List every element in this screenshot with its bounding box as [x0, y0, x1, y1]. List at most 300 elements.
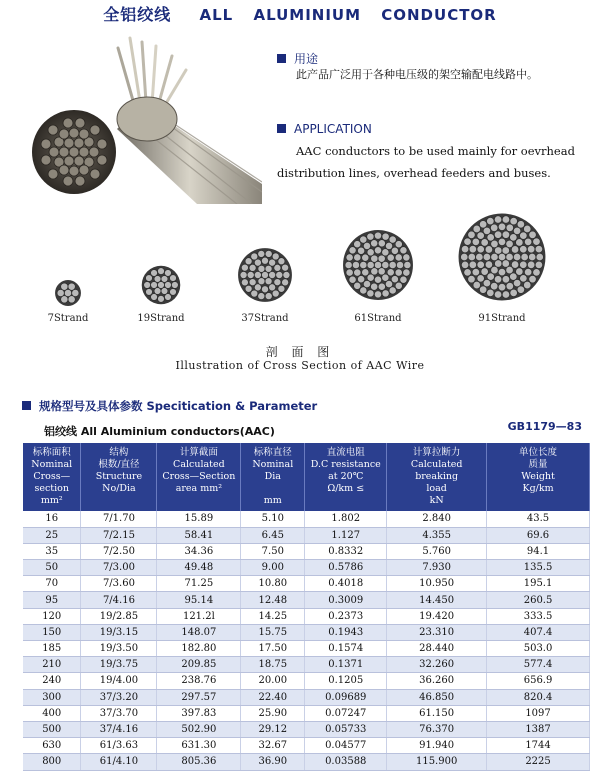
strand-diagram-19 — [142, 266, 181, 305]
strand-wire — [395, 241, 402, 248]
table-cell: 28.440 — [387, 641, 487, 657]
column-header: 直流电阻 D.C resistance at 20℃ Ω/km ≤ — [305, 443, 387, 511]
table-cell: 2.840 — [387, 511, 487, 527]
strand-wire — [144, 282, 151, 289]
table-cell: 7.50 — [241, 543, 305, 559]
table-cell: 148.07 — [157, 624, 241, 640]
strand-wire — [362, 269, 369, 276]
strand-wire — [363, 242, 370, 249]
strand-wire — [495, 260, 502, 267]
strand-wire — [254, 259, 261, 266]
strand-wire — [258, 265, 265, 272]
strand-wire — [472, 268, 479, 275]
strand-wire — [374, 232, 381, 239]
strand-wire — [278, 258, 285, 265]
strand-wire — [389, 261, 396, 268]
table-row — [23, 576, 590, 592]
table-cell: 120 — [23, 608, 81, 624]
strand-wire — [513, 253, 520, 260]
strand-wire — [265, 278, 272, 285]
strand-wire — [269, 272, 276, 279]
table-cell: 10.950 — [387, 576, 487, 592]
strand-wire — [247, 272, 254, 279]
strand-wire — [170, 275, 177, 282]
table-cell: 502.90 — [157, 721, 241, 737]
strand-wire — [483, 253, 490, 260]
strand-wire — [391, 247, 398, 254]
strand-wire — [487, 289, 494, 296]
strand-wire — [487, 273, 494, 280]
caption-en: Illustration of Cross Section of AAC Wire — [175, 359, 425, 372]
table-cell: 22.40 — [241, 689, 305, 705]
strand-wire — [529, 275, 536, 282]
table-cell: 656.9 — [487, 673, 590, 689]
strand-wire — [358, 247, 365, 254]
table-row — [23, 543, 590, 559]
strand-wire — [158, 295, 165, 302]
strand-label-91: 91Strand — [478, 313, 526, 324]
conductor-photo — [22, 34, 262, 204]
table-cell: 34.36 — [157, 543, 241, 559]
strand-wire — [495, 247, 502, 254]
table-cell: 631.30 — [157, 738, 241, 754]
table-cell: 0.07247 — [305, 705, 387, 721]
strand-wire — [469, 245, 476, 252]
column-header: 结构 根数/直径 Structure No/Dia — [81, 443, 157, 511]
strand-wire — [494, 276, 501, 283]
table-cell: 7/3.00 — [81, 560, 157, 576]
strand-wire — [520, 232, 527, 239]
table-cell: 32.260 — [387, 657, 487, 673]
strand-wire — [245, 258, 252, 265]
strand-wire — [528, 253, 535, 260]
strand-wire — [389, 287, 396, 294]
strand-wire — [378, 240, 385, 247]
strand-wire — [527, 245, 534, 252]
strand-wire — [278, 285, 285, 292]
strand-wire — [146, 275, 153, 282]
strand-wire — [367, 290, 374, 297]
strand-wire — [502, 231, 509, 238]
strand-wire — [371, 255, 378, 262]
strand-wire — [240, 272, 247, 279]
table-cell: 185 — [23, 641, 81, 657]
strand-wire — [265, 293, 272, 300]
strand-wire — [374, 276, 381, 283]
strand-label-19: 19Strand — [137, 313, 185, 324]
strand-wire — [477, 246, 484, 253]
table-cell: 820.4 — [487, 689, 590, 705]
table-cell: 35 — [23, 543, 81, 559]
table-row — [23, 738, 590, 754]
strand-wire — [360, 236, 367, 243]
table-cell: 297.57 — [157, 689, 241, 705]
strand-wire — [378, 283, 385, 290]
strand-wire — [151, 294, 158, 301]
strand-wire — [170, 289, 177, 296]
strand-wire — [391, 276, 398, 283]
strand-wire — [533, 238, 540, 245]
table-cell: 36.90 — [241, 754, 305, 770]
table-cell: 7/1.70 — [81, 511, 157, 527]
strand-wire — [57, 289, 64, 296]
table-cell: 25 — [23, 527, 81, 543]
strand-wire — [481, 268, 488, 275]
table-cell: 70 — [23, 576, 81, 592]
strand-wire — [524, 238, 531, 245]
strand-wire — [146, 289, 153, 296]
table-cell: 5.10 — [241, 511, 305, 527]
table-cell: 5.760 — [387, 543, 487, 559]
table-cell: 240 — [23, 673, 81, 689]
table-row — [23, 527, 590, 543]
table-cell: 71.25 — [157, 576, 241, 592]
table-cell: 0.05733 — [305, 721, 387, 737]
table-cell: 500 — [23, 721, 81, 737]
table-cell: 95.14 — [157, 592, 241, 608]
table-cell: 32.67 — [241, 738, 305, 754]
strand-wire — [494, 231, 501, 238]
strand-wire — [469, 261, 476, 268]
strand-wire — [265, 265, 272, 272]
table-cell: 19/2.85 — [81, 608, 157, 624]
strand-wire — [151, 270, 158, 277]
strand-wire — [395, 254, 402, 261]
table-cell: 0.1371 — [305, 657, 387, 673]
strand-wire — [158, 282, 165, 289]
table-cell: 630 — [23, 738, 81, 754]
table-cell: 23.310 — [387, 624, 487, 640]
strand-wire — [479, 286, 486, 293]
strand-diagram-91 — [459, 214, 546, 301]
strand-wire — [158, 268, 165, 275]
table-cell: 0.3009 — [305, 592, 387, 608]
strand-wire — [367, 249, 374, 256]
strand-wire — [396, 261, 403, 268]
strand-wire — [516, 268, 523, 275]
table-cell: 1387 — [487, 721, 590, 737]
strand-wire — [254, 272, 261, 279]
table-cell: 61/3.63 — [81, 738, 157, 754]
table-cell: 503.0 — [487, 641, 590, 657]
table-row — [23, 754, 590, 770]
table-cell: 10.80 — [241, 576, 305, 592]
strand-wire — [382, 274, 389, 281]
table-cell: 61/4.10 — [81, 754, 157, 770]
table-cell: 0.03588 — [305, 754, 387, 770]
table-cell: 46.850 — [387, 689, 487, 705]
strand-wire — [479, 221, 486, 228]
strand-wire — [510, 289, 517, 296]
strand-wire — [360, 261, 367, 268]
strand-wire — [520, 246, 527, 253]
strand-wire — [389, 236, 396, 243]
table-cell: 15.75 — [241, 624, 305, 640]
table-cell: 19/3.75 — [81, 657, 157, 673]
strand-wire — [472, 238, 479, 245]
table-cell: 805.36 — [157, 754, 241, 770]
strand-wire — [464, 269, 471, 276]
strand-wire — [502, 247, 509, 254]
strand-wire — [494, 291, 501, 298]
strand-wire — [498, 268, 505, 275]
strand-wire — [511, 261, 518, 268]
strand-wire — [346, 254, 353, 261]
strand-wire — [385, 280, 392, 287]
table-cell: 0.1574 — [305, 641, 387, 657]
strand-wire — [387, 254, 394, 261]
table-cell: 18.75 — [241, 657, 305, 673]
table-cell: 577.4 — [487, 657, 590, 673]
spec-heading: 规格型号及具体参数 Specitication & Parameter — [22, 398, 317, 414]
title-en: ALL ALUMINIUM CONDUCTOR — [199, 6, 497, 24]
strand-wire — [374, 247, 381, 254]
strand-label-61: 61Strand — [354, 313, 402, 324]
strand-wire — [349, 276, 356, 283]
strand-wire — [249, 264, 256, 271]
application-heading: APPLICATION — [277, 122, 372, 136]
table-cell: 0.04577 — [305, 738, 387, 754]
strand-wire — [354, 269, 361, 276]
strand-wire — [461, 245, 468, 252]
table-cell: 135.5 — [487, 560, 590, 576]
strand-wire — [245, 285, 252, 292]
title-cn: 全铝绞线 — [103, 5, 172, 24]
strand-wire — [506, 266, 513, 273]
strand-wire — [510, 273, 517, 280]
table-cell: 7/4.16 — [81, 592, 157, 608]
table-row — [23, 721, 590, 737]
table-cell: 260.5 — [487, 592, 590, 608]
strand-wire — [468, 231, 475, 238]
strand-wire — [374, 261, 381, 268]
table-cell: 397.83 — [157, 705, 241, 721]
strand-wire — [533, 269, 540, 276]
table-cell: 150 — [23, 624, 81, 640]
standard-code: GB1179—83 — [507, 420, 582, 433]
strand-wire — [524, 225, 531, 232]
strand-wire — [403, 269, 410, 276]
table-row — [23, 624, 590, 640]
strand-wire — [485, 261, 492, 268]
strand-wire — [516, 239, 523, 246]
column-header: 计算拉断力 Calculated breaking load kN — [387, 443, 487, 511]
strand-wire — [165, 282, 172, 289]
strand-wire — [276, 272, 283, 279]
strand-wire — [362, 254, 369, 261]
strand-wire — [258, 278, 265, 285]
square-bullet-icon — [22, 401, 31, 410]
strand-wire — [272, 290, 279, 297]
strand-wire — [520, 275, 527, 282]
table-cell: 9.00 — [241, 560, 305, 576]
table-cell: 4.355 — [387, 527, 487, 543]
strand-wire — [490, 224, 497, 231]
strand-wire — [367, 261, 374, 268]
strand-wire — [161, 276, 168, 283]
strand-wire — [258, 293, 265, 300]
page-title — [0, 2, 600, 25]
table-cell: 0.5786 — [305, 560, 387, 576]
table-cell: 49.48 — [157, 560, 241, 576]
strand-wire — [349, 247, 356, 254]
strand-wire — [354, 241, 361, 248]
strand-wire — [483, 227, 490, 234]
table-cell: 19/3.50 — [81, 641, 157, 657]
strand-wire — [265, 250, 272, 257]
strand-wire — [506, 253, 513, 260]
table-cell: 12.48 — [241, 592, 305, 608]
table-cell: 17.50 — [241, 641, 305, 657]
strand-wire — [171, 282, 178, 289]
table-cell: 209.85 — [157, 657, 241, 673]
strand-wire — [354, 254, 361, 261]
table-row — [23, 608, 590, 624]
strand-wire — [241, 264, 248, 271]
strand-wire — [241, 279, 248, 286]
strand-wire — [68, 283, 75, 290]
strand-wire — [477, 275, 484, 282]
table-cell: 37/4.16 — [81, 721, 157, 737]
strand-wire — [502, 291, 509, 298]
strand-label-7: 7Strand — [47, 313, 89, 324]
strand-wire — [64, 289, 71, 296]
strand-wire — [476, 253, 483, 260]
table-cell: 1744 — [487, 738, 590, 754]
strand-wire — [517, 221, 524, 228]
column-header: 计算截面 Calculated Cross—Section area mm² — [157, 443, 241, 511]
strand-wire — [491, 253, 498, 260]
strand-wire — [511, 246, 518, 253]
strand-wire — [524, 268, 531, 275]
strand-wire — [282, 279, 289, 286]
strand-wire — [258, 250, 265, 257]
strand-wire — [464, 238, 471, 245]
table-row — [23, 560, 590, 576]
strand-wire — [371, 268, 378, 275]
table-cell: 37/3.70 — [81, 705, 157, 721]
table-cell: 25.90 — [241, 705, 305, 721]
strand-wire — [283, 272, 290, 279]
table-cell: 0.2373 — [305, 608, 387, 624]
strand-wire — [395, 269, 402, 276]
strand-wire — [68, 296, 75, 303]
strand-wire — [513, 227, 520, 234]
strand-wire — [535, 245, 542, 252]
strand-wire — [382, 261, 389, 268]
strand-wire — [468, 253, 475, 260]
strand-wire — [382, 290, 389, 297]
strand-wire — [536, 253, 543, 260]
strand-wire — [527, 261, 534, 268]
strand-wire — [468, 275, 475, 282]
strand-wire — [506, 240, 513, 247]
strand-wire — [378, 268, 385, 275]
table-cell: 19/3.15 — [81, 624, 157, 640]
strand-wire — [363, 280, 370, 287]
strand-wire — [269, 284, 276, 291]
strand-wire — [404, 261, 411, 268]
strand-wire — [483, 279, 490, 286]
strand-wire — [403, 254, 410, 261]
spec-subheading: 铝绞线 All Aluminium conductors(AAC) — [44, 425, 275, 438]
table-row — [23, 689, 590, 705]
strand-wire — [345, 261, 352, 268]
table-cell: 407.4 — [487, 624, 590, 640]
strand-wire — [374, 291, 381, 298]
table-cell: 1.802 — [305, 511, 387, 527]
strand-wire — [151, 282, 158, 289]
table-cell: 0.1943 — [305, 624, 387, 640]
table-cell: 43.5 — [487, 511, 590, 527]
strand-wire — [517, 286, 524, 293]
table-row — [23, 673, 590, 689]
strand-wire — [360, 287, 367, 294]
table-cell: 115.900 — [387, 754, 487, 770]
strand-wire — [371, 283, 378, 290]
table-cell: 6.45 — [241, 527, 305, 543]
table-cell: 800 — [23, 754, 81, 770]
table-cell: 1097 — [487, 705, 590, 721]
strand-wire — [262, 286, 269, 293]
strand-wire — [494, 216, 501, 223]
strand-wire — [502, 260, 509, 267]
table-cell: 238.76 — [157, 673, 241, 689]
strand-wire — [371, 240, 378, 247]
strand-wire — [165, 294, 172, 301]
strand-wire — [367, 233, 374, 240]
table-cell: 14.25 — [241, 608, 305, 624]
table-cell: 210 — [23, 657, 81, 673]
table-cell: 7.930 — [387, 560, 487, 576]
strand-wire — [274, 264, 281, 271]
strand-wire — [506, 282, 513, 289]
strand-wire — [251, 253, 258, 260]
table-cell: 19/4.00 — [81, 673, 157, 689]
strand-wire — [61, 283, 68, 290]
table-cell: 121.2l — [157, 608, 241, 624]
strand-wire — [498, 283, 505, 290]
table-cell: 7/3.60 — [81, 576, 157, 592]
table-cell: 14.450 — [387, 592, 487, 608]
usage-text: 此产品广泛用于各种电压级的架空输配电线路中。 — [296, 68, 538, 81]
strand-wire — [161, 288, 168, 295]
application-line1: AAC conductors to be used mainly for oevrhead — [296, 144, 575, 158]
strand-wire — [473, 225, 480, 232]
table-cell: 182.80 — [157, 641, 241, 657]
table-cell: 37/3.20 — [81, 689, 157, 705]
strand-wire — [502, 216, 509, 223]
strand-wire — [272, 253, 279, 260]
table-cell: 7/2.50 — [81, 543, 157, 559]
table-header-row — [23, 443, 590, 511]
strand-wire — [510, 234, 517, 241]
strand-wire — [395, 282, 402, 289]
strand-wire — [352, 261, 359, 268]
strand-wire — [254, 284, 261, 291]
table-cell: 333.5 — [487, 608, 590, 624]
strand-wire — [346, 269, 353, 276]
strand-wire — [513, 279, 520, 286]
table-cell: 69.6 — [487, 527, 590, 543]
strand-wire — [490, 282, 497, 289]
table-row — [23, 641, 590, 657]
strand-wire — [498, 253, 505, 260]
strand-wire — [491, 240, 498, 247]
strand-wire — [251, 290, 258, 297]
strand-wire — [367, 274, 374, 281]
strand-wire — [262, 257, 269, 264]
